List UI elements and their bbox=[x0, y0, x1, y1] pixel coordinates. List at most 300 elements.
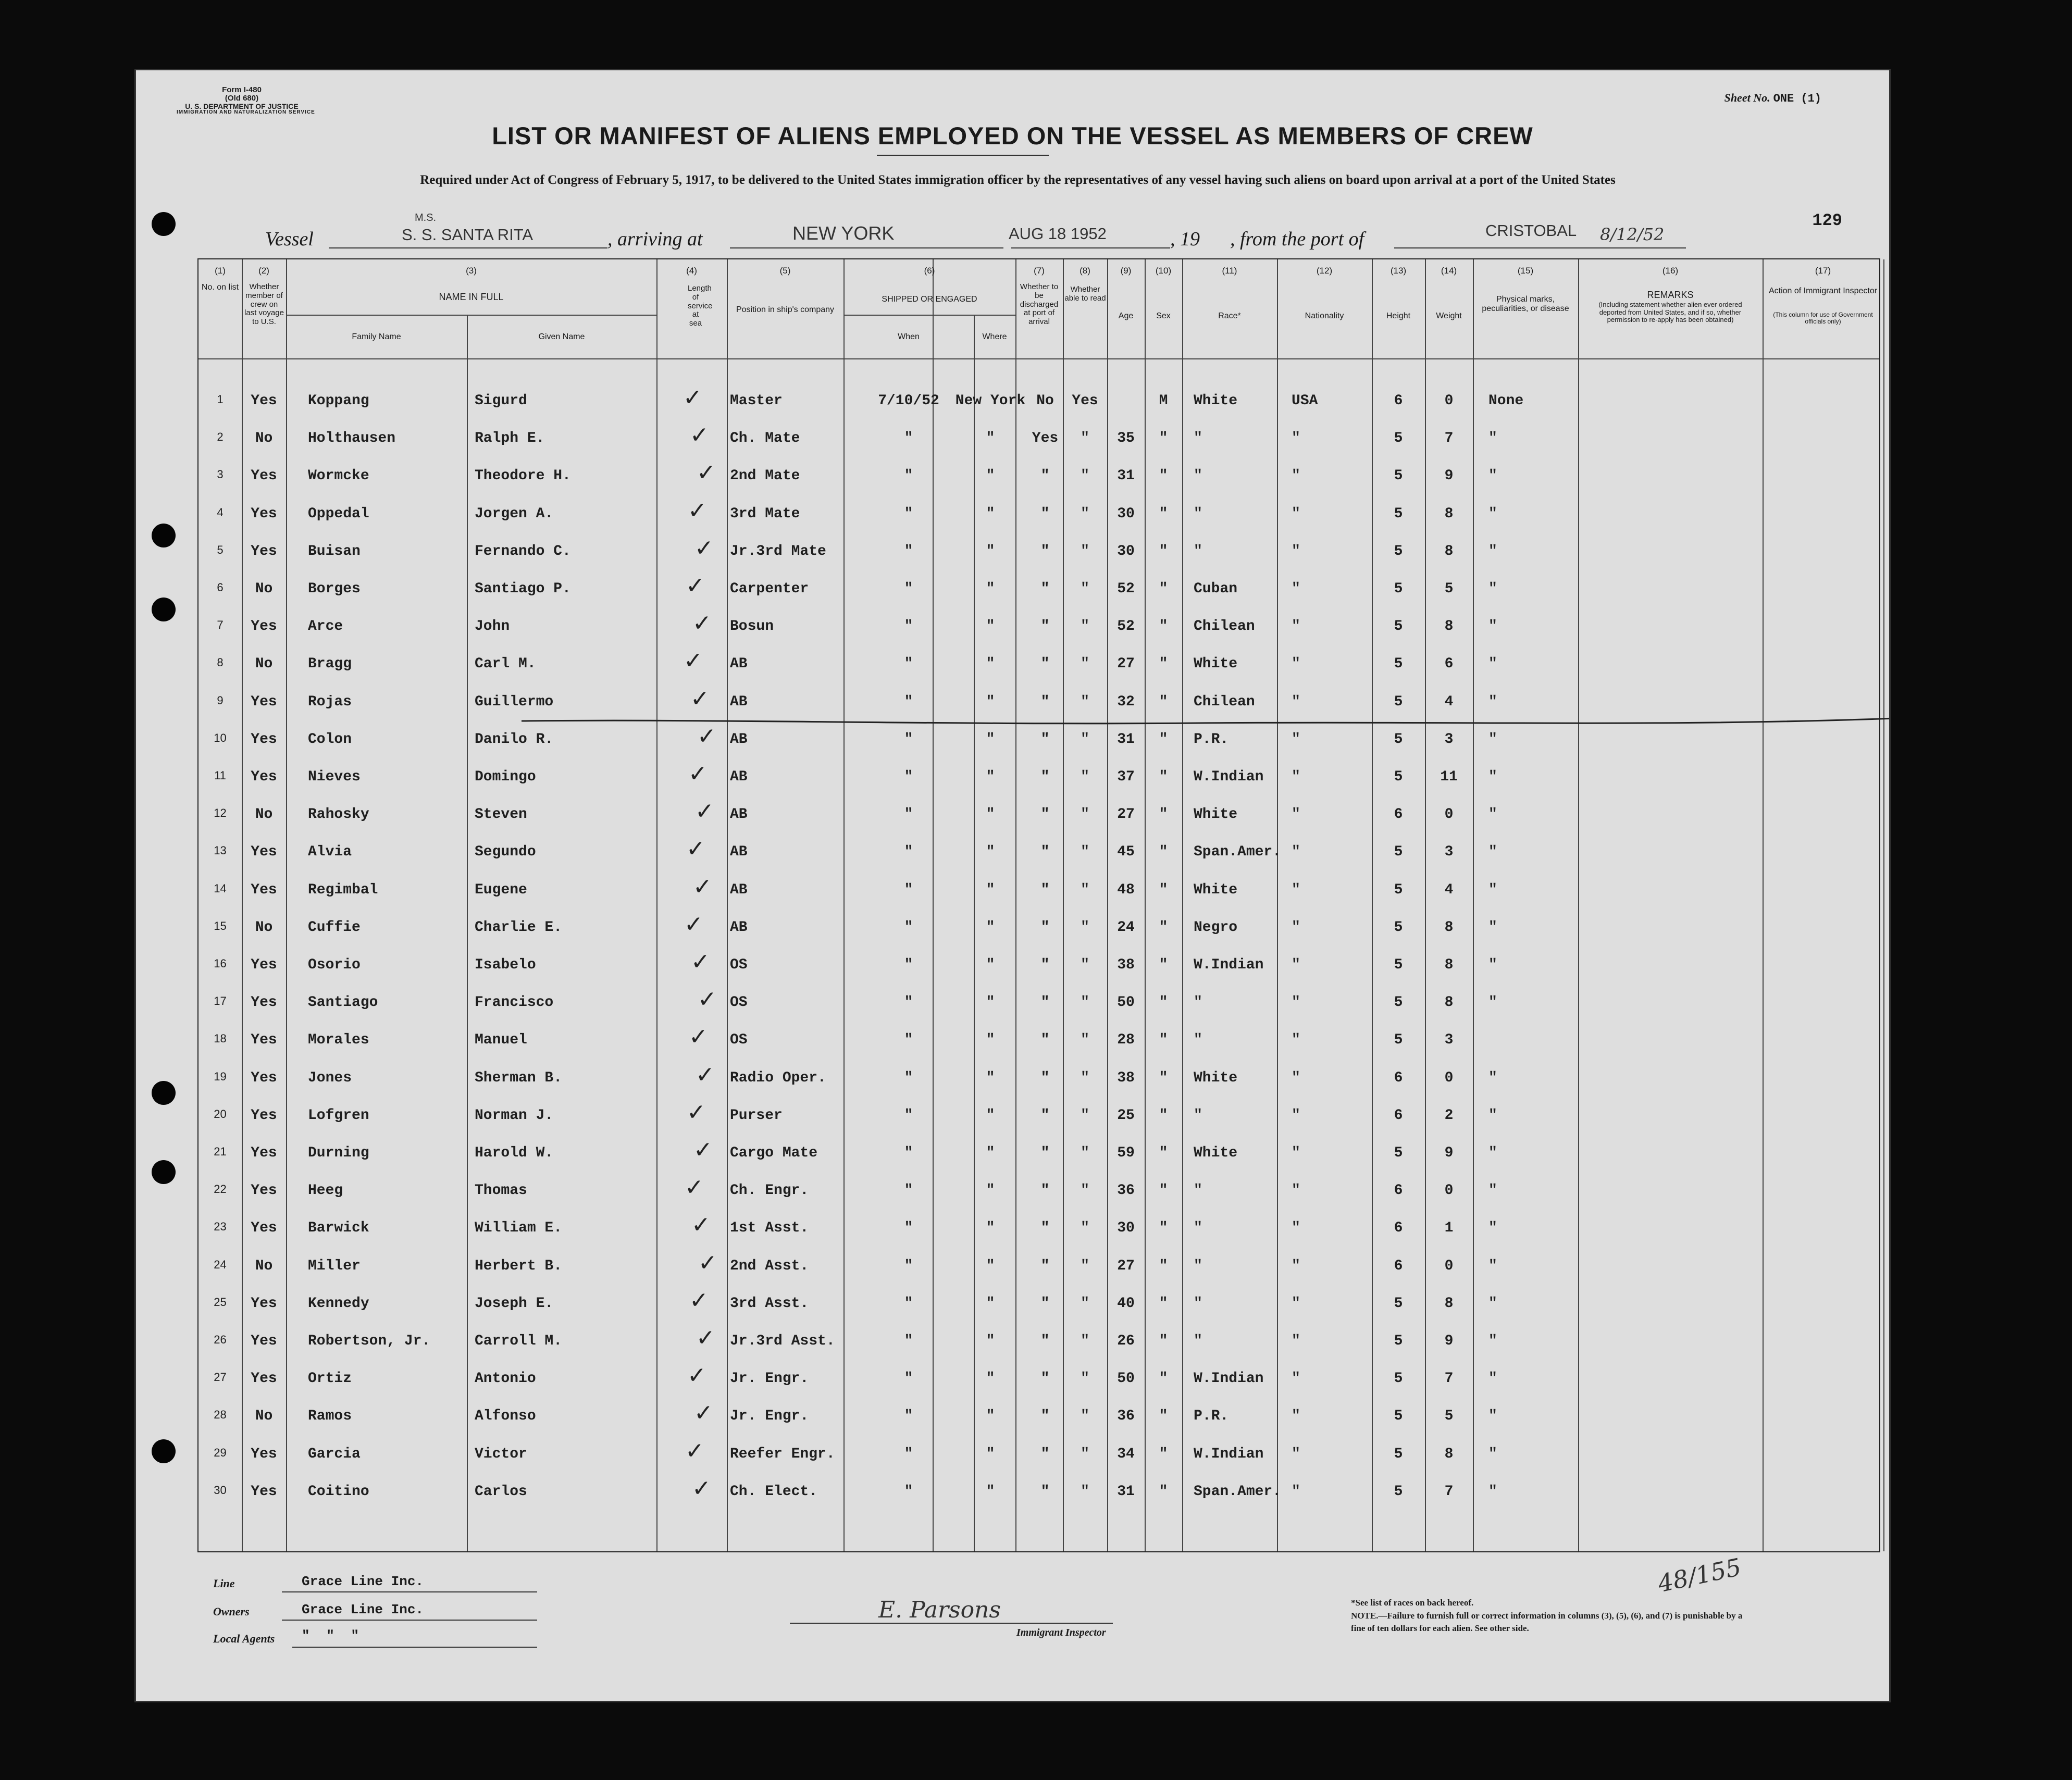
header-remarks-note: (Including statement whether alien ever ordered deported from United States, and if so, whether permission to re-apply has been obtained) bbox=[1598, 301, 1742, 324]
family-name-cell: Wormcke bbox=[308, 468, 369, 484]
table-row bbox=[198, 986, 1879, 1015]
weight-cell: 8 bbox=[1444, 1446, 1454, 1462]
column-divider bbox=[1107, 259, 1108, 1551]
physical-marks-cell: " bbox=[1488, 1258, 1497, 1274]
weight-cell: 1 bbox=[1444, 1220, 1454, 1236]
shipped-where-cell: " bbox=[986, 1145, 995, 1161]
column-number: (3) bbox=[466, 266, 477, 276]
service-checkmark: ✓ bbox=[693, 874, 712, 900]
given-name-cell: Herbert B. bbox=[475, 1258, 563, 1274]
height-cell: 5 bbox=[1394, 919, 1403, 936]
header-given-name: Given Name bbox=[538, 332, 585, 341]
age-cell: 30 bbox=[1117, 543, 1135, 559]
weight-cell: 4 bbox=[1444, 694, 1454, 710]
shipped-when-cell: " bbox=[904, 806, 913, 823]
sheet-label: Sheet No. bbox=[1724, 91, 1770, 104]
weight-cell: 0 bbox=[1444, 1258, 1454, 1274]
weight-cell: 9 bbox=[1444, 468, 1454, 484]
age-cell: 25 bbox=[1117, 1107, 1135, 1124]
shipped-when-cell: " bbox=[904, 1145, 913, 1161]
table-row bbox=[198, 1438, 1879, 1467]
shipped-when-cell: " bbox=[904, 731, 913, 748]
service-checkmark: ✓ bbox=[689, 1287, 709, 1314]
discharged-cell: " bbox=[1040, 1258, 1050, 1274]
table-row bbox=[198, 911, 1879, 940]
able-to-read-cell: " bbox=[1081, 919, 1089, 936]
nationality-cell: " bbox=[1292, 1182, 1300, 1199]
page-number: 129 bbox=[1812, 211, 1842, 230]
height-cell: 6 bbox=[1394, 1258, 1403, 1274]
row-number: 22 bbox=[214, 1182, 227, 1196]
header-number: No. on list bbox=[201, 283, 239, 292]
arrival-date: AUG 18 1952 bbox=[1009, 225, 1107, 243]
physical-marks-cell: " bbox=[1488, 618, 1497, 634]
column-divider bbox=[1015, 259, 1016, 1551]
able-to-read-cell: " bbox=[1081, 1371, 1089, 1387]
previous-voyage-cell: Yes bbox=[251, 1484, 277, 1500]
row-number: 25 bbox=[214, 1296, 227, 1309]
row-number: 27 bbox=[214, 1371, 227, 1384]
previous-voyage-cell: Yes bbox=[251, 1107, 277, 1124]
height-cell: 5 bbox=[1394, 468, 1403, 484]
age-cell: 31 bbox=[1117, 468, 1135, 484]
column-divider bbox=[1063, 259, 1064, 1551]
nationality-cell: " bbox=[1292, 731, 1300, 748]
discharged-cell: " bbox=[1040, 1220, 1050, 1236]
shipped-where-cell: " bbox=[986, 957, 995, 973]
shipped-when-cell: " bbox=[904, 1484, 913, 1500]
shipped-when-cell: " bbox=[904, 957, 913, 973]
given-name-cell: Eugene bbox=[475, 882, 527, 898]
sheet-value: ONE (1) bbox=[1773, 92, 1821, 105]
form-number: Form I-480 bbox=[222, 85, 262, 94]
sex-cell: " bbox=[1159, 806, 1168, 823]
family-name-cell: Garcia bbox=[308, 1446, 361, 1462]
family-name-cell: Ramos bbox=[308, 1408, 352, 1424]
service-checkmark: ✓ bbox=[683, 384, 702, 411]
service-checkmark: ✓ bbox=[687, 1099, 706, 1126]
column-divider bbox=[1372, 259, 1373, 1551]
service-checkmark: ✓ bbox=[694, 1400, 713, 1426]
sex-cell: " bbox=[1159, 919, 1168, 936]
physical-marks-cell: " bbox=[1488, 1446, 1497, 1462]
shipped-when-cell: " bbox=[904, 543, 913, 559]
discharged-cell: " bbox=[1040, 656, 1050, 672]
sex-cell: " bbox=[1159, 618, 1168, 634]
able-to-read-cell: " bbox=[1081, 1333, 1089, 1349]
given-name-cell: Ralph E. bbox=[475, 430, 545, 446]
page-title: LIST OR MANIFEST OF ALIENS EMPLOYED ON THE VESSEL AS MEMBERS OF CREW bbox=[492, 122, 1533, 150]
height-cell: 5 bbox=[1394, 1446, 1403, 1462]
service-checkmark: ✓ bbox=[698, 1250, 717, 1276]
weight-cell: 3 bbox=[1444, 844, 1454, 860]
column-number: (7) bbox=[1034, 266, 1045, 276]
row-number: 24 bbox=[214, 1258, 227, 1271]
handwritten-number: 48/155 bbox=[1655, 1552, 1744, 1598]
punch-hole bbox=[152, 1081, 176, 1105]
row-number: 12 bbox=[214, 806, 227, 819]
height-cell: 5 bbox=[1394, 957, 1403, 973]
column-number: (14) bbox=[1441, 266, 1457, 276]
handwritten-date: 8/12/52 bbox=[1600, 225, 1665, 244]
position-cell: Jr.3rd Asst. bbox=[730, 1333, 835, 1349]
penalty-note: NOTE.—Failure to furnish full or correct information in columns (3), (5), (6), and (7) is punishable by a fine of ten dollars for each alien. See other side. bbox=[1351, 1610, 1743, 1634]
sex-cell: " bbox=[1159, 1484, 1168, 1500]
able-to-read-cell: " bbox=[1081, 844, 1089, 860]
weight-cell: 5 bbox=[1444, 581, 1454, 597]
age-cell: 27 bbox=[1117, 1258, 1135, 1274]
family-name-cell: Rojas bbox=[308, 694, 352, 710]
previous-voyage-cell: Yes bbox=[251, 1446, 277, 1462]
punch-hole bbox=[152, 212, 176, 236]
sex-cell: " bbox=[1159, 656, 1168, 672]
position-cell: AB bbox=[730, 882, 748, 898]
shipped-when-cell: " bbox=[904, 882, 913, 898]
previous-voyage-cell: Yes bbox=[251, 1333, 277, 1349]
table-row bbox=[198, 535, 1879, 564]
nationality-cell: " bbox=[1292, 506, 1300, 522]
shipped-where-cell: " bbox=[986, 543, 995, 559]
header-inspector-action: Action of Immigrant Inspector bbox=[1768, 287, 1878, 295]
shipped-where-cell: " bbox=[986, 1446, 995, 1462]
family-name-cell: Kennedy bbox=[308, 1296, 369, 1312]
previous-voyage-cell: No bbox=[255, 806, 273, 823]
race-cell: W.Indian bbox=[1194, 957, 1264, 973]
previous-voyage-cell: Yes bbox=[251, 1371, 277, 1387]
row-number: 14 bbox=[214, 882, 227, 895]
column-number: (12) bbox=[1316, 266, 1333, 276]
nationality-cell: " bbox=[1292, 543, 1300, 559]
row-strikethrough bbox=[522, 714, 1891, 735]
table-row bbox=[198, 1099, 1879, 1128]
family-name-cell: Nieves bbox=[308, 769, 361, 785]
position-cell: Bosun bbox=[730, 618, 774, 634]
shipped-when-cell: " bbox=[904, 618, 913, 634]
shipped-where-cell: " bbox=[986, 656, 995, 672]
race-cell: Chilean bbox=[1194, 618, 1255, 634]
able-to-read-cell: " bbox=[1081, 1182, 1089, 1199]
previous-voyage-cell: Yes bbox=[251, 393, 277, 409]
name-subheader-rule bbox=[286, 315, 656, 316]
shipped-where-cell: " bbox=[986, 1371, 995, 1387]
height-cell: 5 bbox=[1394, 1408, 1403, 1424]
race-cell: " bbox=[1194, 1296, 1202, 1312]
given-name-cell: Antonio bbox=[475, 1371, 536, 1387]
position-cell: OS bbox=[730, 994, 748, 1011]
nationality-cell: " bbox=[1292, 1220, 1300, 1236]
physical-marks-cell: " bbox=[1488, 1107, 1497, 1124]
given-name-cell: Norman J. bbox=[475, 1107, 554, 1124]
able-to-read-cell: " bbox=[1081, 1032, 1089, 1048]
family-name-cell: Coitino bbox=[308, 1484, 369, 1500]
height-cell: 5 bbox=[1394, 1296, 1403, 1312]
row-number: 10 bbox=[214, 731, 227, 744]
previous-voyage-cell: Yes bbox=[251, 543, 277, 559]
shipped-when-cell: 7/10/52 bbox=[878, 393, 939, 409]
row-number: 19 bbox=[214, 1070, 227, 1083]
sex-cell: " bbox=[1159, 1371, 1168, 1387]
sex-cell: " bbox=[1159, 1258, 1168, 1274]
manifest-sheet bbox=[134, 69, 1891, 1702]
shipped-when-cell: " bbox=[904, 1408, 913, 1424]
given-name-cell: Sherman B. bbox=[475, 1070, 563, 1086]
race-cell: " bbox=[1194, 543, 1202, 559]
nationality-cell: " bbox=[1292, 1032, 1300, 1048]
agents-value: " " " bbox=[302, 1628, 364, 1644]
sex-cell: " bbox=[1159, 957, 1168, 973]
header-name: NAME IN FULL bbox=[439, 292, 504, 302]
position-cell: Radio Oper. bbox=[730, 1070, 826, 1086]
service-checkmark: ✓ bbox=[688, 497, 707, 524]
discharged-cell: " bbox=[1040, 844, 1050, 860]
family-name-cell: Osorio bbox=[308, 957, 361, 973]
position-cell: AB bbox=[730, 844, 748, 860]
row-number: 11 bbox=[214, 769, 226, 782]
weight-cell: 7 bbox=[1444, 430, 1454, 446]
row-number: 20 bbox=[214, 1107, 227, 1121]
column-divider bbox=[656, 259, 657, 1551]
race-cell: " bbox=[1194, 430, 1202, 446]
row-number: 21 bbox=[214, 1145, 227, 1158]
able-to-read-cell: " bbox=[1081, 1145, 1089, 1161]
given-name-cell: Danilo R. bbox=[475, 731, 554, 748]
row-number: 9 bbox=[217, 694, 224, 707]
sex-cell: " bbox=[1159, 430, 1168, 446]
position-cell: Carpenter bbox=[730, 581, 809, 597]
column-number: (4) bbox=[686, 266, 697, 276]
weight-cell: 0 bbox=[1444, 806, 1454, 823]
service-checkmark: ✓ bbox=[686, 836, 705, 862]
owners-value: Grace Line Inc. bbox=[302, 1602, 424, 1617]
previous-voyage-cell: Yes bbox=[251, 769, 277, 785]
line-label: Line bbox=[213, 1577, 235, 1590]
previous-voyage-cell: No bbox=[255, 1408, 273, 1424]
footer-note bbox=[1351, 1597, 1757, 1635]
age-cell: 28 bbox=[1117, 1032, 1135, 1048]
row-number: 26 bbox=[214, 1333, 227, 1346]
physical-marks-cell: " bbox=[1488, 1182, 1497, 1199]
discharged-cell: " bbox=[1040, 1484, 1050, 1500]
previous-voyage-cell: Yes bbox=[251, 957, 277, 973]
table-row bbox=[198, 572, 1879, 602]
vessel-correction: M.S. bbox=[415, 212, 437, 223]
position-cell: 3rd Mate bbox=[730, 506, 800, 522]
height-cell: 5 bbox=[1394, 882, 1403, 898]
nationality-cell: " bbox=[1292, 844, 1300, 860]
nationality-cell: " bbox=[1292, 1258, 1300, 1274]
shipped-when-cell: " bbox=[904, 1070, 913, 1086]
given-name-cell: Carroll M. bbox=[475, 1333, 563, 1349]
family-name-cell: Miller bbox=[308, 1258, 361, 1274]
physical-marks-cell: None bbox=[1488, 393, 1524, 409]
sex-cell: " bbox=[1159, 994, 1168, 1011]
row-number: 15 bbox=[214, 919, 227, 932]
row-number: 1 bbox=[217, 393, 224, 406]
age-cell: 36 bbox=[1117, 1182, 1135, 1199]
header-inspector-note: (This column for use of Government officials only) bbox=[1773, 311, 1873, 326]
shipped-where-cell: " bbox=[986, 1333, 995, 1349]
shipped-where-cell: " bbox=[986, 769, 995, 785]
owners-rule bbox=[282, 1620, 537, 1621]
physical-marks-cell: " bbox=[1488, 1408, 1497, 1424]
header-able-to-read: Whether able to read bbox=[1064, 285, 1106, 303]
physical-marks-cell: " bbox=[1488, 1333, 1497, 1349]
able-to-read-cell: " bbox=[1081, 731, 1089, 748]
race-cell: White bbox=[1194, 1145, 1238, 1161]
physical-marks-cell: " bbox=[1488, 1296, 1497, 1312]
family-name-cell: Arce bbox=[308, 618, 343, 634]
table-row bbox=[198, 761, 1879, 790]
able-to-read-cell: " bbox=[1081, 694, 1089, 710]
nationality-cell: " bbox=[1292, 919, 1300, 936]
family-name-cell: Durning bbox=[308, 1145, 369, 1161]
agents-label: Local Agents bbox=[213, 1632, 275, 1645]
weight-cell: 7 bbox=[1444, 1484, 1454, 1500]
shipped-when-cell: " bbox=[904, 656, 913, 672]
races-note: *See list of races on back hereof. bbox=[1351, 1598, 1474, 1608]
row-number: 5 bbox=[217, 543, 224, 556]
given-name-cell: Francisco bbox=[475, 994, 554, 1011]
column-divider bbox=[1277, 259, 1278, 1551]
height-cell: 5 bbox=[1394, 581, 1403, 597]
service-checkmark: ✓ bbox=[686, 572, 705, 599]
table-row bbox=[198, 1174, 1879, 1203]
row-number: 6 bbox=[217, 581, 224, 594]
discharged-cell: " bbox=[1040, 694, 1050, 710]
discharged-cell: " bbox=[1040, 468, 1050, 484]
service-checkmark: ✓ bbox=[696, 1062, 715, 1088]
given-name-cell: Carlos bbox=[475, 1484, 527, 1500]
shipped-where-cell: " bbox=[986, 806, 995, 823]
previous-voyage-cell: No bbox=[255, 919, 273, 936]
vessel-name: S. S. SANTA RITA bbox=[402, 226, 533, 244]
able-to-read-cell: " bbox=[1081, 1408, 1089, 1424]
table-row bbox=[198, 1325, 1879, 1354]
position-cell: 2nd Asst. bbox=[730, 1258, 809, 1274]
table-row bbox=[198, 1250, 1879, 1279]
service-checkmark: ✓ bbox=[690, 686, 710, 712]
given-name-cell: Joseph E. bbox=[475, 1296, 554, 1312]
position-cell: 1st Asst. bbox=[730, 1220, 809, 1236]
vessel-label: Vessel bbox=[265, 228, 314, 250]
able-to-read-cell: " bbox=[1081, 994, 1089, 1011]
service-checkmark: ✓ bbox=[697, 723, 716, 750]
able-to-read-cell: " bbox=[1081, 1107, 1089, 1124]
age-cell: 38 bbox=[1117, 1070, 1135, 1086]
shipped-when-cell: " bbox=[904, 468, 913, 484]
column-divider bbox=[843, 259, 845, 1551]
discharged-cell: " bbox=[1040, 806, 1050, 823]
agents-rule bbox=[292, 1647, 537, 1648]
owners-label: Owners bbox=[213, 1605, 250, 1618]
service-checkmark: ✓ bbox=[685, 1438, 704, 1464]
position-cell: Reefer Engr. bbox=[730, 1446, 835, 1462]
header-nationality: Nationality bbox=[1305, 312, 1344, 320]
position-cell: OS bbox=[730, 1032, 748, 1048]
departure-port: CRISTOBAL bbox=[1485, 221, 1577, 240]
sex-cell: " bbox=[1159, 543, 1168, 559]
shipped-where-cell: " bbox=[986, 506, 995, 522]
family-name-cell: Koppang bbox=[308, 393, 369, 409]
able-to-read-cell: " bbox=[1081, 506, 1089, 522]
column-divider bbox=[1883, 259, 1884, 1551]
nationality-cell: " bbox=[1292, 1296, 1300, 1312]
inspector-signature: E. Parsons bbox=[878, 1597, 1001, 1623]
row-number: 30 bbox=[214, 1484, 227, 1497]
sex-cell: " bbox=[1159, 1220, 1168, 1236]
age-cell: 27 bbox=[1117, 806, 1135, 823]
row-number: 3 bbox=[217, 468, 224, 481]
header-height: Height bbox=[1386, 312, 1411, 320]
table-row bbox=[198, 1287, 1879, 1316]
family-name-cell: Cuffie bbox=[308, 919, 361, 936]
given-name-cell: Santiago P. bbox=[475, 581, 571, 597]
shipped-where-cell: " bbox=[986, 1220, 995, 1236]
page-subtitle: Required under Act of Congress of February 5, 1917, to be delivered to the United States immigration officer by the representatives of any vessel having such aliens on board upon arrival at a port of the United States bbox=[420, 173, 1616, 187]
service-checkmark: ✓ bbox=[697, 459, 716, 486]
race-cell: Chilean bbox=[1194, 694, 1255, 710]
discharged-cell: " bbox=[1040, 1145, 1050, 1161]
able-to-read-cell: " bbox=[1081, 656, 1089, 672]
previous-voyage-cell: Yes bbox=[251, 506, 277, 522]
height-cell: 5 bbox=[1394, 1333, 1403, 1349]
shipped-when-cell: " bbox=[904, 1371, 913, 1387]
sex-cell: " bbox=[1159, 882, 1168, 898]
discharged-cell: " bbox=[1040, 581, 1050, 597]
column-divider bbox=[1145, 259, 1146, 1551]
discharged-cell: " bbox=[1040, 731, 1050, 748]
age-cell: 26 bbox=[1117, 1333, 1135, 1349]
sex-cell: " bbox=[1159, 468, 1168, 484]
age-cell: 48 bbox=[1117, 882, 1135, 898]
previous-voyage-cell: Yes bbox=[251, 1145, 277, 1161]
weight-cell: 3 bbox=[1444, 1032, 1454, 1048]
able-to-read-cell: " bbox=[1081, 581, 1089, 597]
family-name-cell: Alvia bbox=[308, 844, 352, 860]
shipped-when-cell: " bbox=[904, 694, 913, 710]
position-cell: Jr. Engr. bbox=[730, 1408, 809, 1424]
given-name-cell: Alfonso bbox=[475, 1408, 536, 1424]
previous-voyage-cell: Yes bbox=[251, 882, 277, 898]
race-cell: White bbox=[1194, 393, 1238, 409]
physical-marks-cell: " bbox=[1488, 844, 1497, 860]
height-cell: 6 bbox=[1394, 1182, 1403, 1199]
height-cell: 6 bbox=[1394, 393, 1403, 409]
discharged-cell: " bbox=[1040, 618, 1050, 634]
weight-cell: 8 bbox=[1444, 994, 1454, 1011]
age-cell: 50 bbox=[1117, 1371, 1135, 1387]
column-number: (13) bbox=[1390, 266, 1407, 276]
row-number: 28 bbox=[214, 1408, 227, 1421]
table-row bbox=[198, 798, 1879, 827]
family-name-cell: Morales bbox=[308, 1032, 369, 1048]
weight-cell: 0 bbox=[1444, 393, 1454, 409]
physical-marks-cell: " bbox=[1488, 581, 1497, 597]
given-name-cell: Charlie E. bbox=[475, 919, 563, 936]
header-when: When bbox=[898, 332, 920, 341]
sex-cell: " bbox=[1159, 1408, 1168, 1424]
shipped-where-cell: " bbox=[986, 1408, 995, 1424]
table-row bbox=[198, 874, 1879, 903]
discharged-cell: " bbox=[1040, 882, 1050, 898]
sex-cell: " bbox=[1159, 769, 1168, 785]
family-name-cell: Oppedal bbox=[308, 506, 369, 522]
position-cell: AB bbox=[730, 731, 748, 748]
service-checkmark: ✓ bbox=[685, 1174, 704, 1201]
age-cell: 27 bbox=[1117, 656, 1135, 672]
given-name-cell: Segundo bbox=[475, 844, 536, 860]
discharged-cell: " bbox=[1040, 1107, 1050, 1124]
